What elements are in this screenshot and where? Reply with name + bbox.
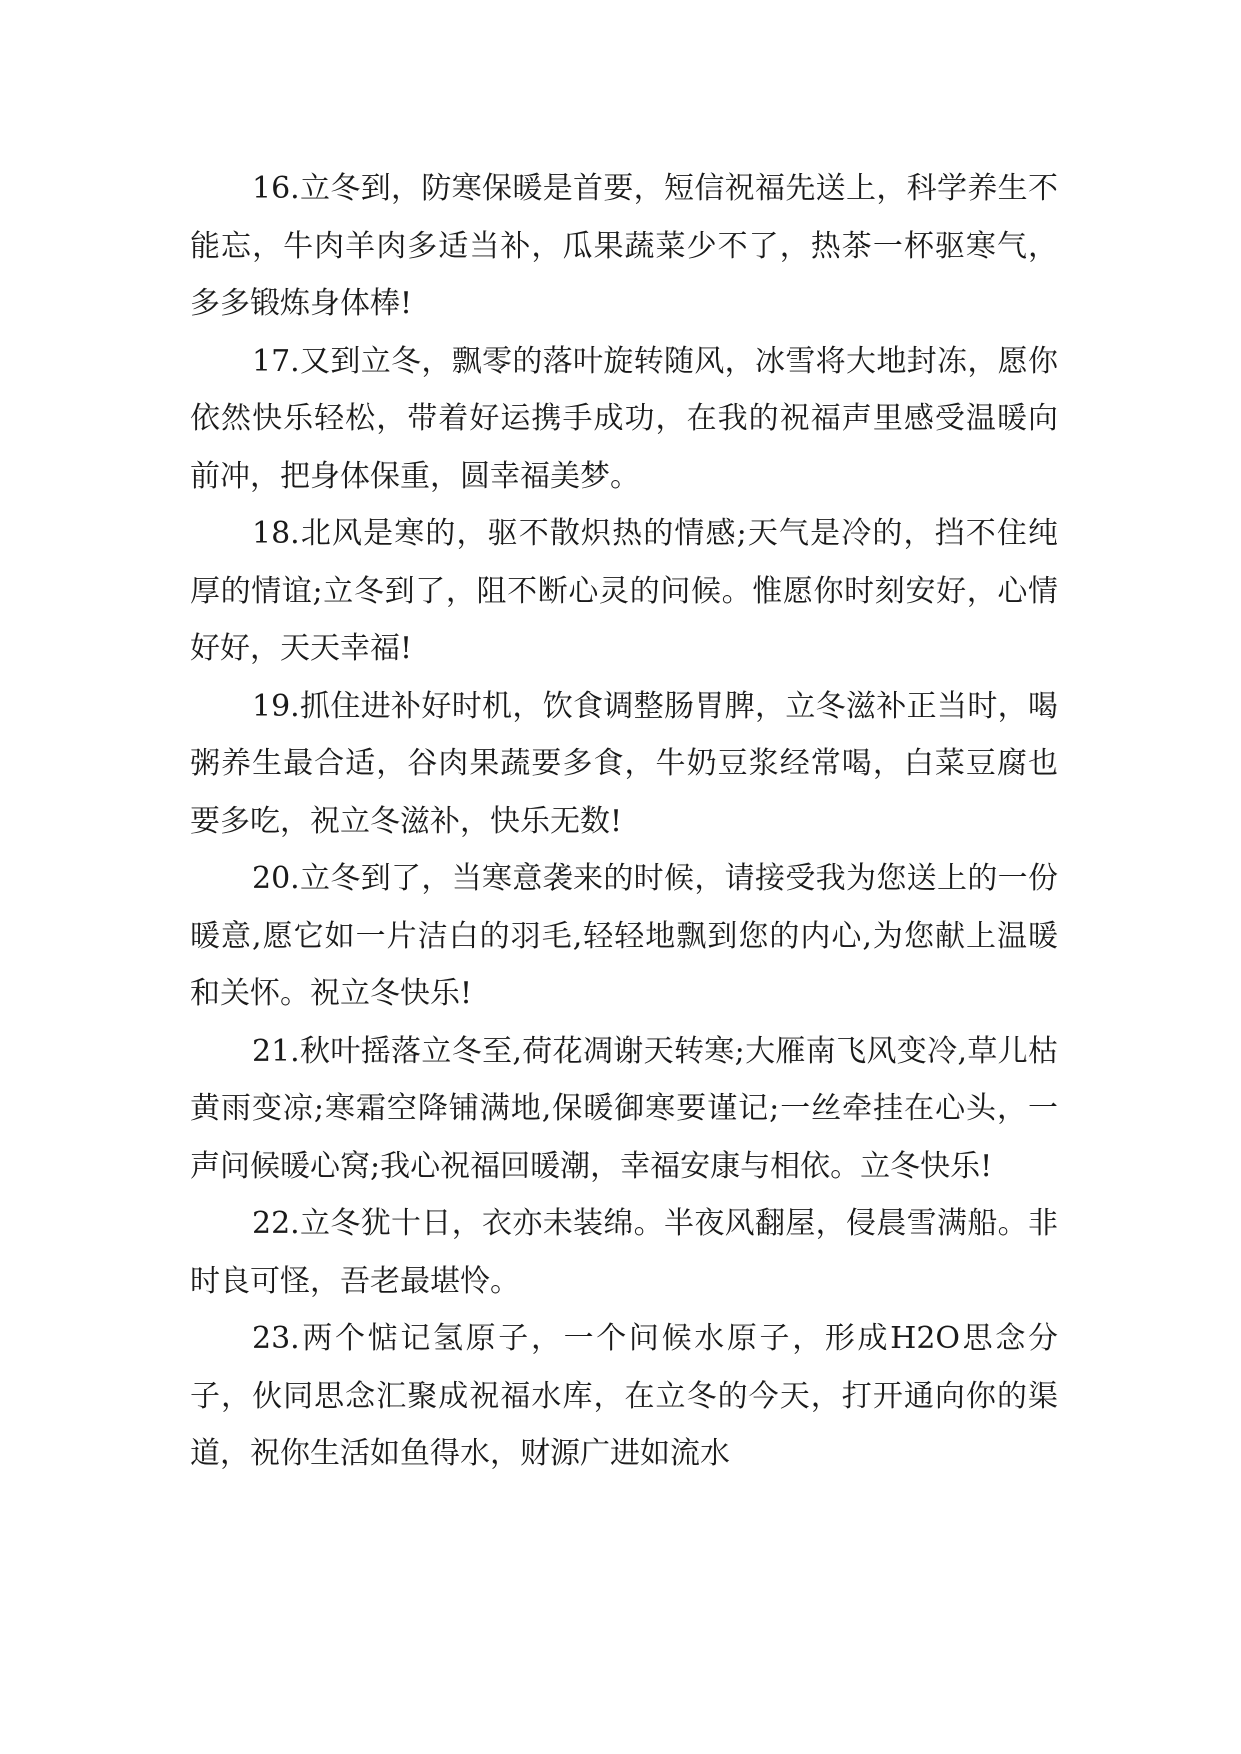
paragraph-18: 18.北风是寒的，驱不散炽热的情感;天气是冷的，挡不住纯厚的情谊;立冬到了，阻不断心灵的问候。惟愿你时刻安好，心情好好，天天幸福!	[190, 516, 1058, 666]
paragraph-19: 19.抓住进补好时机，饮食调整肠胃脾，立冬滋补正当时，喝粥养生最合适，谷肉果蔬要多食，牛奶豆浆经常喝，白菜豆腐也要多吃，祝立冬滋补，快乐无数!	[190, 688, 1058, 839]
paragraph-17: 17.又到立冬，飘零的落叶旋转随风，冰雪将大地封冻，愿你依然快乐轻松，带着好运携手成功，在我的祝福声里感受温暖向前冲，把身体保重，圆幸福美梦。	[190, 343, 1058, 494]
paragraph-20: 20.立冬到了，当寒意袭来的时候，请接受我为您送上的一份暖意,愿它如一片洁白的羽毛,轻轻地飘到您的内心,为您献上温暖和关怀。祝立冬快乐!	[190, 861, 1058, 1011]
paragraph-22: 22.立冬犹十日，衣亦未装绵。半夜风翻屋，侵晨雪满船。非时良可怪，吾老最堪怜。	[190, 1206, 1058, 1299]
paragraph-23: 23.两个惦记氢原子，一个问候水原子，形成H2O思念分子，伙同思念汇聚成祝福水库，在立冬的今天，打开通向你的渠道，祝你生活如鱼得水，财源广进如流水	[190, 1321, 1058, 1471]
paragraph-16: 16.立冬到，防寒保暖是首要，短信祝福先送上，科学养生不能忘，牛肉羊肉多适当补，瓜果蔬菜少不了，热茶一杯驱寒气，多多锻炼身体棒!	[190, 171, 1058, 321]
paragraph-21: 21.秋叶摇落立冬至,荷花凋谢天转寒;大雁南飞风变冷,草儿枯黄雨变凉;寒霜空降铺满地,保暖御寒要谨记;一丝牵挂在心头，一声问候暖心窝;我心祝福回暖潮，幸福安康与相依。立冬快乐!	[190, 1033, 1058, 1184]
document-body	[190, 160, 1058, 1483]
